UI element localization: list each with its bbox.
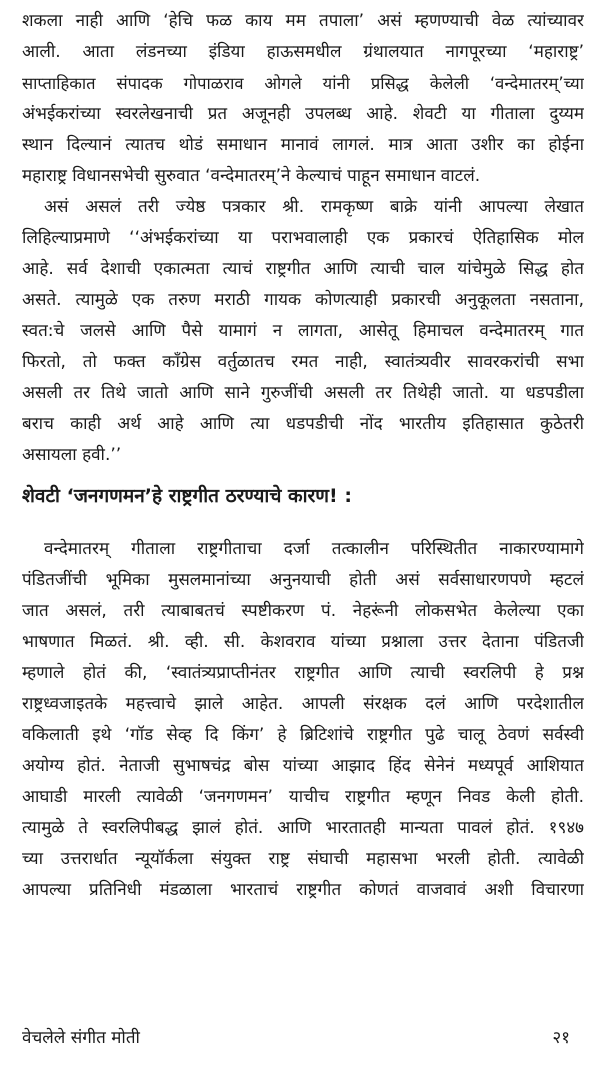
text-line: त्यामुळे ते स्वरलिपीबद्ध झालं होतं. आणि भारतातही मान्यता पावलं होतं. १९४७ <box>22 818 584 838</box>
text-line: साप्ताहिकात संपादक गोपाळराव ओगले यांनी प्रसिद्ध केलेली ‘वन्देमातरम्’च्या <box>22 74 584 93</box>
text-line: असते. त्यामुळे एक तरुण मराठी गायक कोणत्याही प्रकारची अनुकूलता नसताना, <box>22 290 584 310</box>
text-line: आली. आता लंडनच्या इंडिया हाऊसमधील ग्रंथालयात नागपूरच्या ‘महाराष्ट्र’ <box>22 42 584 62</box>
section-heading: शेवटी ‘जनगणमन’हे राष्ट्रगीत ठरण्याचे कारण! : <box>22 485 352 507</box>
text-line: भाषणात मिळतं. श्री. व्ही. सी. केशवराव यांच्या प्रश्नाला उत्तर देताना पंडितजी <box>22 632 584 652</box>
page-footer <box>22 1023 570 1053</box>
text-line: अंभईकरांच्या स्वरलेखनाची प्रत अजूनही उपलब्ध आहे. शेवटी या गीताला दुय्यम <box>22 104 584 124</box>
text-line: आपल्या प्रतिनिधी मंडळाला भारताचं राष्ट्रगीत कोणतं वाजवावं अशी विचारणा <box>22 880 584 900</box>
text-line: असायला हवी.’’ <box>22 445 122 465</box>
text-line: फिरतो, तो फक्त काँग्रेस वर्तुळातच रमत नाही, स्वातंत्र्यवीर सावरकरांची सभा <box>22 352 584 372</box>
book-title: वेचलेले संगीत मोती <box>22 1028 140 1048</box>
text-line: पंडितजींची भूमिका मुसलमानांच्या अनुनयाची होती असं सर्वसाधारणपणे म्हटलं <box>22 570 584 590</box>
text-line: आघाडी मारली त्यावेळी ‘जनगणमन’ याचीच राष्ट्रगीत म्हणून निवड केली होती. <box>22 787 584 807</box>
paragraph-2 <box>22 192 584 471</box>
text-line: लिहिल्याप्रमाणे ‘‘अंभईकरांच्या या पराभवालाही एक प्रकारचं ऐतिहासिक मोल <box>22 228 584 248</box>
text-line: असली तर तिथे जातो आणि साने गुरुजींची असली तर तिथेही जातो. या धडपडीला <box>22 383 584 403</box>
text-line: स्वत:चे जलसे आणि पैसे यामागं न लागता, आसेतू हिमाचल वन्देमातरम् गात <box>22 321 584 341</box>
page-number: २१ <box>552 1028 570 1048</box>
text-line: स्थान दिल्यानं त्यातच थोडं समाधान मानावं लागलं. मात्र आता उशीर का होईना <box>22 135 584 155</box>
text-line: राष्ट्रध्वजाइतके महत्त्वाचे झाले आहेत. आपली संरक्षक दलं आणि परदेशातील <box>22 694 584 714</box>
text-line: च्या उत्तरार्धात न्यूयॉर्कला संयुक्त राष्ट्र संघाची महासभा भरली होती. त्यावेळी <box>22 849 584 869</box>
text-line: जात असलं, तरी त्याबाबतचं स्पष्टीकरण पं. नेहरूंनी लोकसभेत केलेल्या एका <box>22 601 584 621</box>
text-line: वकिलाती इथे ‘गॉड सेव्ह दि किंग’ हे ब्रिटिशांचे राष्ट्रगीत पुढे चालू ठेवणं सर्वस्वी <box>22 725 584 745</box>
text-line: आहे. सर्व देशाची एकात्मता त्याचं राष्ट्रगीत आणि त्याची चाल यांचेमुळे सिद्ध होत <box>22 259 584 279</box>
text-line: बराच काही अर्थ आहे आणि त्या धडपडीची नोंद भारतीय इतिहासात कुठेतरी <box>22 414 584 434</box>
text-line: असं असलं तरी ज्येष्ठ पत्रकार श्री. रामकृष्ण बाक्रे यांनी आपल्या लेखात <box>44 197 584 217</box>
text-line: वन्देमातरम् गीताला राष्ट्रगीताचा दर्जा तत्कालीन परिस्थितीत नाकारण्यामागे <box>44 539 584 559</box>
text-line: महाराष्ट्र विधानसभेची सुरुवात ‘वन्देमातरम्’ने केल्याचं पाहून समाधान वाटलं. <box>22 166 481 186</box>
text-line: म्हणाले होतं की, ‘स्वातंत्र्यप्राप्तीनंतर राष्ट्रगीत आणि त्याची स्वरलिपी हे प्रश्न <box>22 663 584 683</box>
paragraph-3 <box>22 534 584 906</box>
text-line: शकला नाही आणि ‘हेचि फळ काय मम तपाला’ असं म्हणण्याची वेळ त्यांच्यावर <box>22 11 584 31</box>
text-line: अयोग्य होतं. नेताजी सुभाषचंद्र बोस यांच्या आझाद हिंद सेनेनं मध्यपूर्व आशियात <box>22 756 584 776</box>
paragraph-1 <box>22 6 584 192</box>
